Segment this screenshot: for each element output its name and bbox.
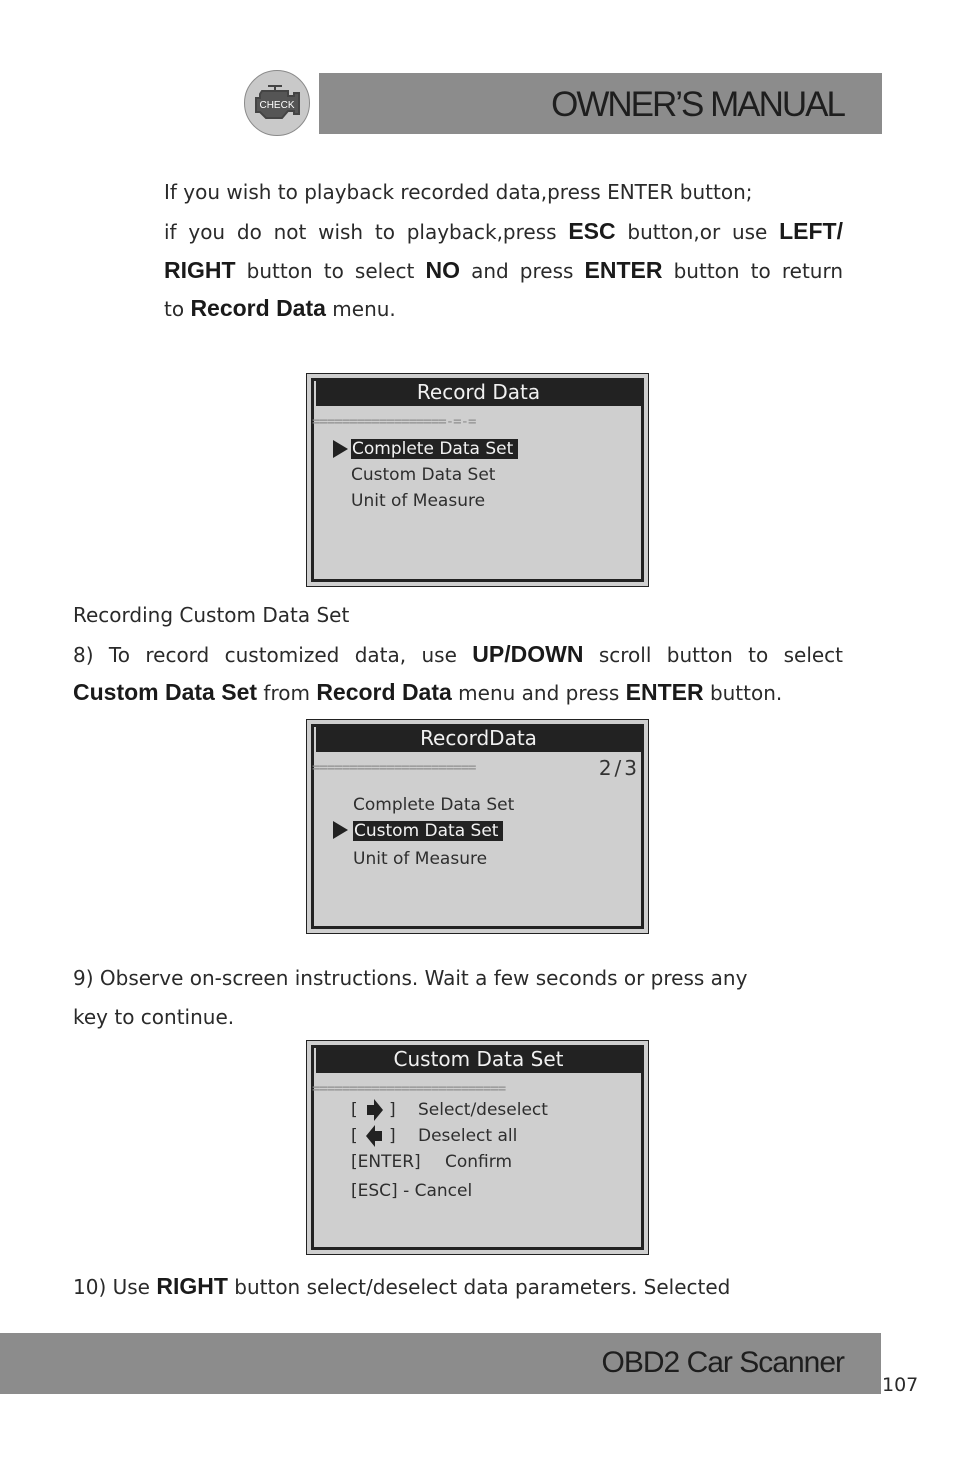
instruction-confirm: Confirm xyxy=(445,1152,513,1172)
key-bracket-close: ] xyxy=(389,1100,396,1120)
step-8-line-1: 8) To record customized data, use UP/DOWN scroll button to select xyxy=(73,641,844,667)
product-title: OBD2 Car Scanner xyxy=(601,1346,844,1379)
intro-line-1: If you wish to playback recorded data,press ENTER button; xyxy=(164,180,753,204)
screen-divider: ==================-=-= xyxy=(312,416,476,428)
menu-item-custom-data-set[interactable]: Custom Data Set xyxy=(353,821,503,841)
menu-item-unit-of-measure[interactable]: Unit of Measure xyxy=(351,491,486,511)
intro-line-4: to Record Data menu. xyxy=(164,295,396,321)
selection-cursor-icon xyxy=(333,821,348,839)
menu-item-complete-data-set[interactable]: Complete Data Set xyxy=(353,795,515,815)
key-bracket-close: ] xyxy=(389,1126,396,1146)
logo-text: CHECK xyxy=(259,100,295,111)
instruction-select-deselect: Select/deselect xyxy=(418,1100,548,1120)
page-indicator: 2/3 xyxy=(598,756,640,780)
manual-title: OWNER’S MANUAL xyxy=(551,85,844,124)
custom-data-set-screen xyxy=(306,1040,649,1255)
screen-title: Record Data xyxy=(316,378,641,406)
menu-item-unit-of-measure[interactable]: Unit of Measure xyxy=(353,849,488,869)
screen-divider: ========================== xyxy=(312,1083,506,1095)
arrow-right-icon xyxy=(365,1097,385,1123)
intro-line-2: if you do not wish to playback,press ESC button,or use LEFT/ xyxy=(164,218,843,244)
screen-title: Custom Data Set xyxy=(316,1045,641,1073)
menu-item-custom-data-set[interactable]: Custom Data Set xyxy=(351,465,496,485)
section-heading: Recording Custom Data Set xyxy=(73,603,350,627)
screen-title: RecordData xyxy=(316,724,641,752)
instruction-deselect-all: Deselect all xyxy=(418,1126,518,1146)
step-9-line-2: key to continue. xyxy=(73,1005,235,1029)
key-bracket-open: [ xyxy=(351,1100,358,1120)
footer-bar xyxy=(0,1333,881,1394)
check-engine-logo xyxy=(244,70,310,136)
key-enter: [ENTER] xyxy=(351,1152,421,1172)
page-number: 107 xyxy=(882,1374,919,1396)
arrow-left-icon xyxy=(364,1123,384,1149)
selection-cursor-icon xyxy=(333,440,348,458)
header-bar xyxy=(319,73,882,134)
menu-item-complete-data-set[interactable]: Complete Data Set xyxy=(351,439,518,459)
step-8-line-2: Custom Data Set from Record Data menu and press ENTER button. xyxy=(73,679,783,705)
instruction-esc-cancel: [ESC] - Cancel xyxy=(351,1181,473,1201)
screen-frame xyxy=(311,1045,644,1250)
step-9-line-1: 9) Observe on-screen instructions. Wait a few seconds or press any xyxy=(73,966,748,990)
screen-divider: ====================== xyxy=(312,762,476,774)
record-data-screen-2 xyxy=(306,719,649,934)
record-data-screen xyxy=(306,373,649,587)
intro-line-3: RIGHT button to select NO and press ENTER button to return xyxy=(164,257,844,283)
key-bracket-open: [ xyxy=(351,1126,358,1146)
step-10-line: 10) Use RIGHT button select/deselect data parameters. Selected xyxy=(73,1273,731,1299)
